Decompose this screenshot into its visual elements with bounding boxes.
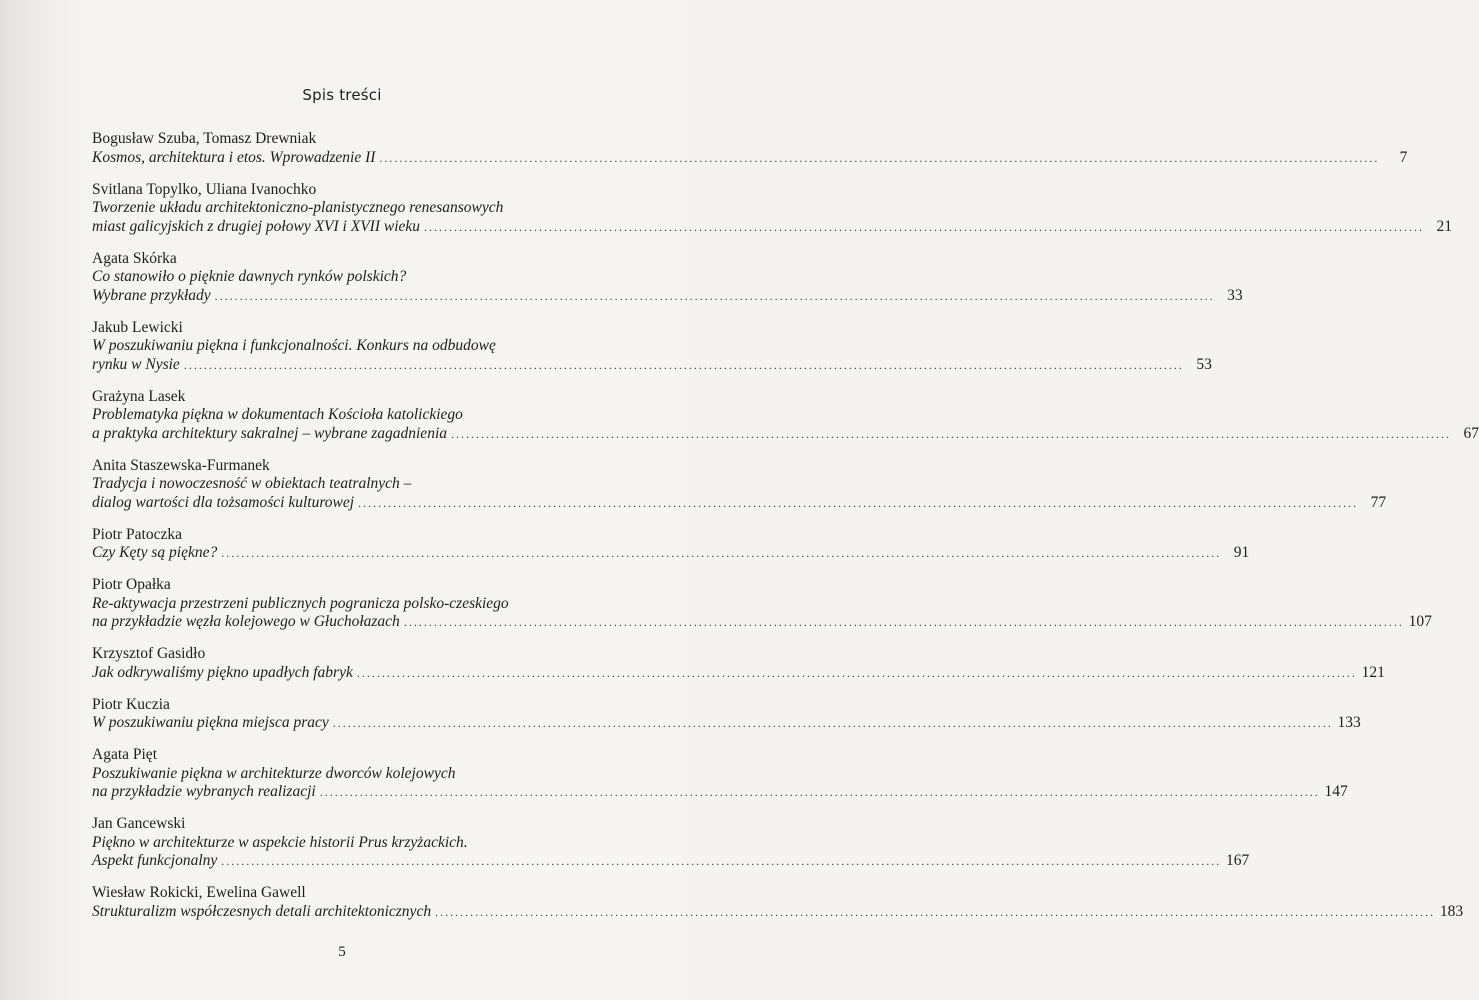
dot-leader: ........................................................................................................................................................................................................ [356,665,1357,680]
entry-author: Bogusław Szuba, Tomasz Drewniak [92,130,317,147]
toc-entry [92,130,1408,167]
toc-entry [92,525,1250,563]
entry-title-end: rynku w Nysie [92,355,180,373]
dot-leader: ........................................................................................................................................................................................................ [332,716,1333,730]
entry-last-line [92,217,1453,237]
entry-title-end: Czy Kęty są piękne? [92,544,218,561]
entry-title-line: Tworzenie układu architektoniczno-planistycznego renesansowych [92,199,504,216]
entry-last-line [92,148,1408,168]
entry-title-end: dialog wartości dla tożsamości kulturowej [92,493,355,511]
entry-page-number: 7 [1399,148,1408,166]
toc-entry [92,884,1464,921]
toc-entry [92,746,1348,802]
entry-title-end: na przykładzie wybranych realizacji [92,783,316,800]
entry-last-line [92,783,1348,802]
entry-page-number: 133 [1337,714,1361,731]
entry-author: Svitlana Topylko, Uliana Ivanochko [92,180,317,198]
page-number: 5 [338,944,346,960]
entry-title-line: Co stanowiło o pięknie dawnych rynków polskich? [92,268,407,285]
entry-last-line [92,286,1243,306]
entry-page-number: 183 [1439,902,1464,920]
entry-page-number: 167 [1226,852,1250,869]
entry-last-line [92,544,1250,563]
toc-entry [92,249,1243,306]
entry-title-line: Poszukiwanie piękna w architekturze dworców kolejowych [92,764,456,782]
entry-title-line: Re-aktywacja przestrzeni publicznych pogranicza polsko-czeskiego [92,594,509,612]
entry-title-line: Tradycja i nowoczesność w obiektach teatralnych – [92,475,412,492]
entry-last-line [92,663,1385,683]
entry-page-number: 67 [1463,424,1479,442]
toc-entry [92,318,1212,375]
entry-page-number: 91 [1233,544,1250,561]
entry-last-line [92,852,1250,871]
entry-author: Anita Staszewska-Furmanek [92,456,270,474]
entry-page-number: 21 [1436,217,1453,235]
toc-entry [92,576,1432,632]
entry-title-end: Aspekt funkcjonalny [92,852,218,869]
entry-page-number: 147 [1324,783,1348,800]
table-of-contents [92,130,1479,935]
entry-title-end: a praktyka architektury sakralnej – wybrane zagadnienia [92,424,447,442]
entry-author: Krzysztof Gasidło [92,645,206,662]
entry-page-number: 53 [1196,355,1212,373]
dot-leader: ........................................................................................................................................................................................................ [319,785,1320,799]
entry-page-number: 121 [1361,663,1385,681]
entry-author: Piotr Patoczka [92,525,182,543]
entry-author: Piotr Kuczia [92,695,170,713]
entry-title-end: Wybrane przykłady [92,286,211,304]
entry-author: Jakub Lewicki [92,318,183,336]
toc-entry [92,180,1453,237]
entry-author: Piotr Opałka [92,576,171,593]
dot-leader: ........................................................................................................................................................................................................ [183,357,1184,372]
entry-title-end: W poszukiwaniu piękna miejsca pracy [92,714,329,731]
toc-entry [92,456,1387,513]
entry-author: Agata Pięt [92,746,157,763]
entry-author: Wiesław Rokicki, Ewelina Gawell [92,884,306,901]
toc-entry [92,645,1385,682]
entry-last-line [92,424,1479,444]
entry-title-end: na przykładzie węzła kolejowego w Głuchołazach [92,613,400,630]
entry-author: Jan Gancewski [92,815,186,832]
toc-heading: Spis treści [302,86,382,104]
dot-leader: ........................................................................................................................................................................................................ [403,615,1404,629]
dot-leader: ........................................................................................................................................................................................................ [435,904,1436,919]
dot-leader: ........................................................................................................................................................................................................ [221,854,1222,868]
entry-page-number: 77 [1370,493,1387,511]
dot-leader: ........................................................................................................................................................................................................ [358,495,1359,510]
entry-title-end: Kosmos, architektura i etos. Wprowadzenie II [92,148,376,166]
entry-page-number: 33 [1227,286,1243,304]
toc-entry [92,815,1250,871]
entry-last-line [92,493,1387,513]
toc-entry [92,387,1479,444]
entry-author: Grażyna Lasek [92,387,186,405]
dot-leader: ........................................................................................................................................................................................................ [424,219,1425,234]
entry-title-line: Piękno w architekturze w aspekcie historii Prus krzyżackich. [92,833,468,851]
entry-title-end: Strukturalizm współczesnych detali architektonicznych [92,902,432,920]
dot-leader: ........................................................................................................................................................................................................ [379,150,1380,165]
entry-title-line: W poszukiwaniu piękna i funkcjonalności. Konkurs na odbudowę [92,337,496,354]
dot-leader: ........................................................................................................................................................................................................ [451,426,1451,441]
dot-leader: ........................................................................................................................................................................................................ [221,546,1222,560]
entry-last-line [92,714,1361,733]
entry-title-line: Problematyka piękna w dokumentach Kościoła katolickiego [92,406,463,423]
entry-last-line [92,902,1464,922]
entry-title-end: miast galicyjskich z drugiej połowy XVI i XVII wieku [92,217,421,235]
entry-author: Agata Skórka [92,249,177,267]
entry-title-end: Jak odkrywaliśmy piękno upadłych fabryk [92,663,353,681]
entry-page-number: 107 [1408,613,1432,630]
entry-last-line [92,613,1432,632]
entry-last-line [92,355,1212,375]
toc-entry [92,695,1361,733]
dot-leader: ........................................................................................................................................................................................................ [214,288,1215,303]
